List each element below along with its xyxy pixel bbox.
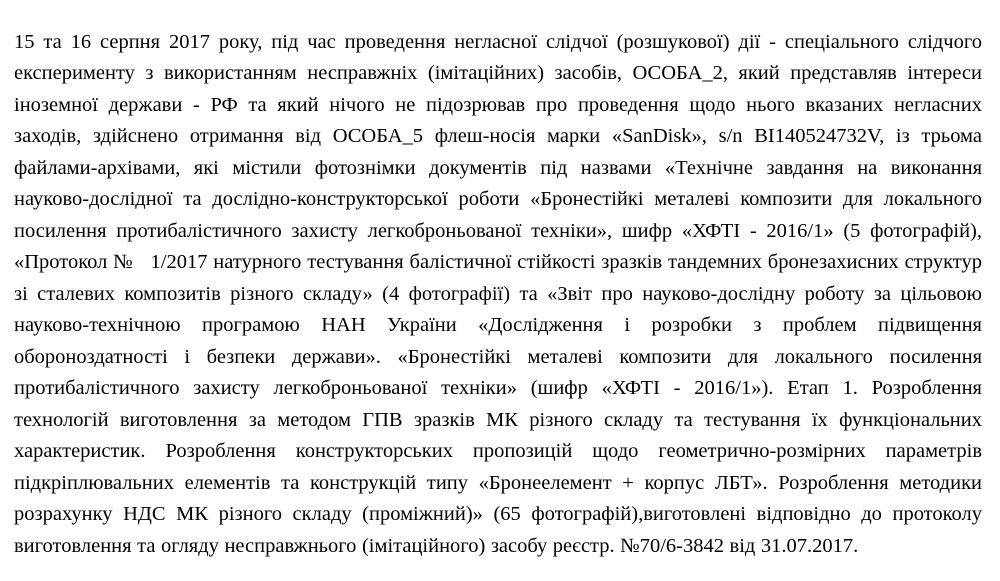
document-paragraph: 15 та 16 серпня 2017 року, під час проведення негласної слідчої (розшукової) дії - спеціального слідчого експерименту з використанням несправжніх (імітаційних) засобів, ОСОБА_2, який представляв інтереси іноземної держави - РФ та який нічого не підозрював про проведення щодо нього вказаних негласних заходів, здійснено отримання від ОСОБА_5 флеш-носія марки «SanDisk», s/n BI140524732V, із трьома файлами-архівами, які містили фотознімки документів під назвами «Технічне завдання на виконання науково-дослідної та дослідно-конструкторської роботи «Бронестійкі металеві композити для локального посилення протибалістичного захисту легкоброньованої техніки», шифр «ХФТІ - 2016/1» (5 фотографій), «Протокол № 1/2017 натурного тестування балістичної стійкості зразків тандемних бронезахисних структур зі сталевих композитів різного складу» (4 фотографії) та «Звіт про науково-дослідну роботу за цільовою науково-технічною програмою НАН України «Дослідження і розробки з проблем підвищення обороноздатності і безпеки держави». «Бронестійкі металеві композити для локального посилення протибалістичного захисту легкоброньованої техніки» (шифр «ХФТІ - 2016/1»). Етап 1. Розроблення технологій виготовлення за методом ГПВ зразків МК різного складу та тестування їх функціональних характеристик. Розроблення конструкторських пропозицій щодо геометрично-розмірних параметрів підкріплювальних елементів та конструкцій типу «Бронеелемент + корпус ЛБТ». Розроблення методики розрахунку НДС МК різного складу (проміжний)» (65 фотографій),виготовлені відповідно до протоколу виготовлення та огляду несправжнього (імітаційного) засобу реєстр. №70/6-3842 від 31.07.2017. bbox=[14, 30, 988, 557]
